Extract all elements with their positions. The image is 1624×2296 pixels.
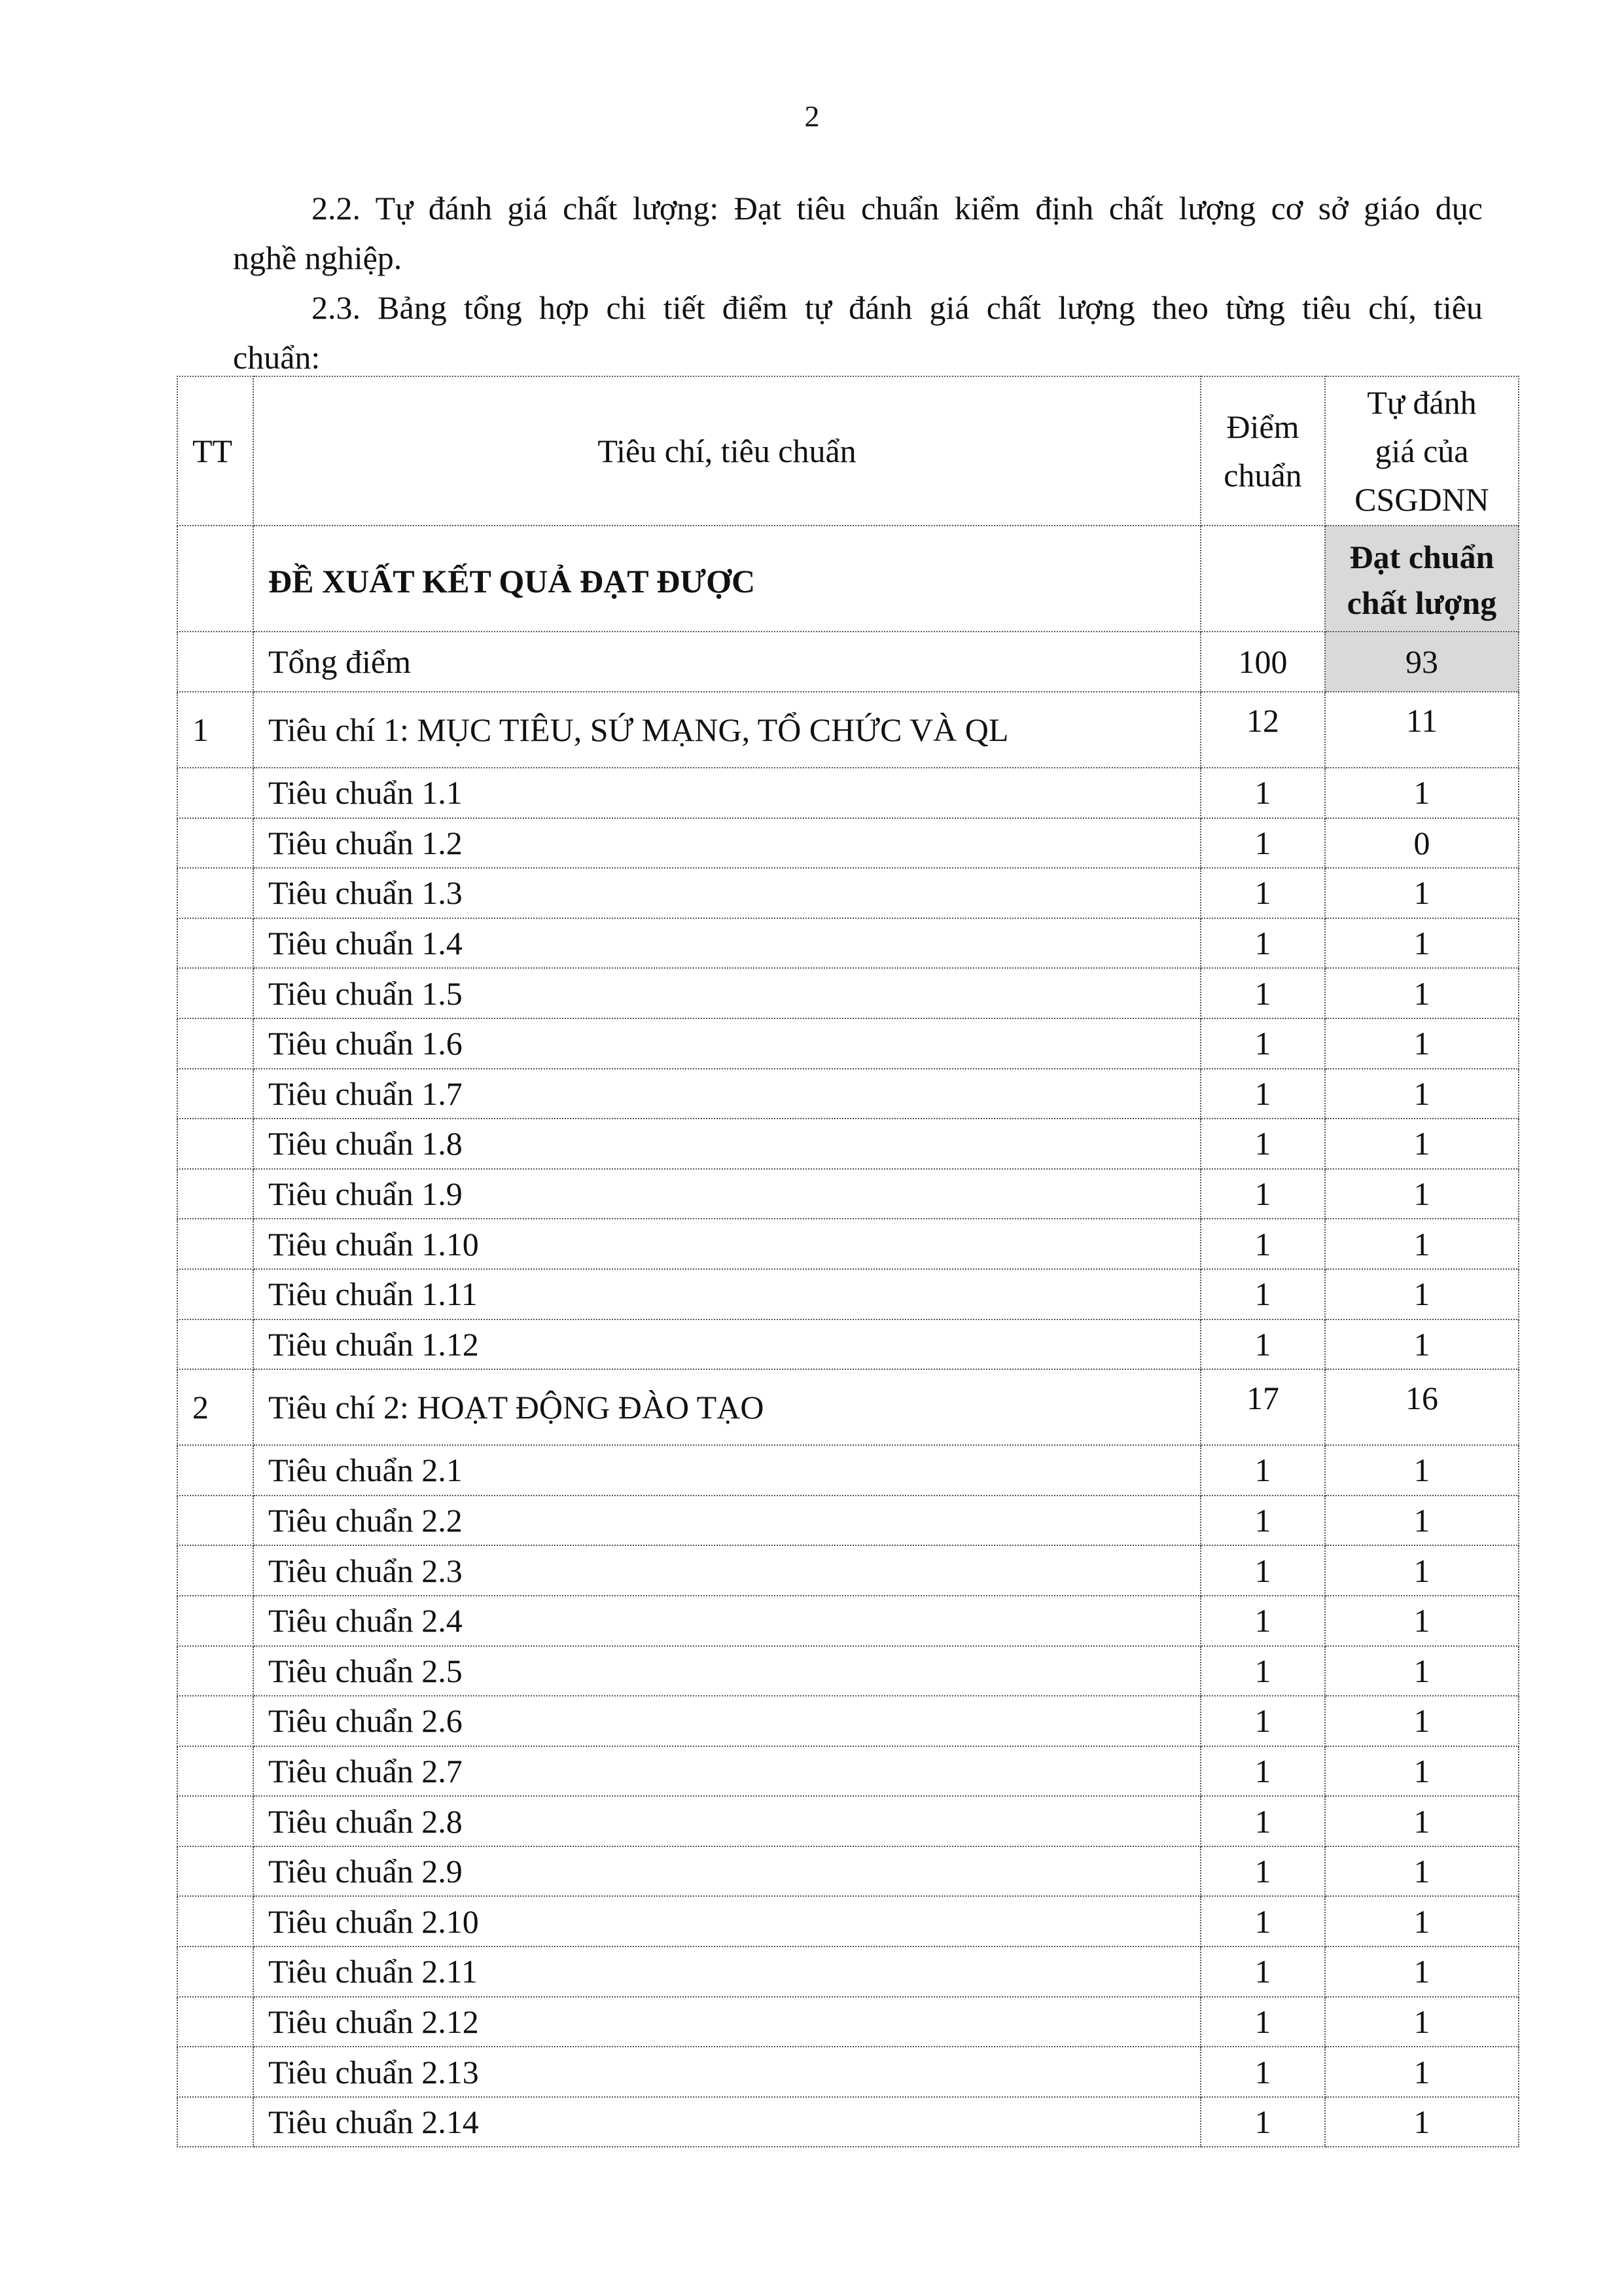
standard-points: 1 [1201,1445,1325,1496]
criterion-self: 16 [1325,1369,1519,1445]
proposal-value-line-2: chất lượng [1347,584,1497,621]
standard-self: 1 [1325,1696,1519,1746]
standard-points: 1 [1201,1896,1325,1946]
total-label: Tổng điểm [253,632,1201,692]
standard-self: 1 [1325,1018,1519,1069]
standard-label: Tiêu chuẩn 1.1 [253,768,1201,818]
standard-label: Tiêu chuẩn 1.12 [253,1319,1201,1370]
table-row [177,1846,1519,1897]
total-self: 93 [1325,632,1519,692]
standard-points: 1 [1201,1596,1325,1646]
standard-label: Tiêu chuẩn 1.5 [253,968,1201,1018]
standard-label: Tiêu chuẩn 2.1 [253,1445,1201,1496]
table-row [177,968,1519,1018]
standard-points: 1 [1201,2047,1325,2097]
table-row [177,2097,1519,2147]
table-row [177,1219,1519,1269]
standard-points: 1 [1201,1545,1325,1596]
standard-self: 1 [1325,918,1519,969]
table-row [177,868,1519,918]
table-row [177,1319,1519,1370]
table-row [177,818,1519,869]
total-standard: 100 [1201,632,1325,692]
header-tt: TT [177,376,253,526]
standard-label: Tiêu chuẩn 2.9 [253,1846,1201,1897]
standard-tt-cell [177,1269,253,1319]
standard-label: Tiêu chuẩn 1.2 [253,818,1201,869]
table-row [177,1896,1519,1946]
table-row [177,1018,1519,1069]
standard-label: Tiêu chuẩn 1.9 [253,1169,1201,1219]
standard-points: 1 [1201,1319,1325,1370]
standard-self: 0 [1325,818,1519,869]
standard-points: 1 [1201,1846,1325,1897]
standard-label: Tiêu chuẩn 2.13 [253,2047,1201,2097]
standard-points: 1 [1201,1169,1325,1219]
standard-label: Tiêu chuẩn 2.5 [253,1646,1201,1696]
proposal-tt-cell [177,526,253,632]
intro-paragraph-1-line-2: nghề nghiệp. [233,240,402,276]
table-row [177,1746,1519,1797]
total-row [177,632,1519,692]
table-row [177,1169,1519,1219]
table-row [177,918,1519,969]
standard-label: Tiêu chuẩn 2.2 [253,1496,1201,1546]
table-row [177,1646,1519,1696]
standard-tt-cell [177,1746,253,1797]
intro-paragraph-2-line-2: chuẩn: [233,339,321,376]
header-standard-points-line-2: chuẩn [1224,457,1302,493]
standard-label: Tiêu chuẩn 2.11 [253,1946,1201,1997]
standard-tt-cell [177,1445,253,1496]
proposal-value [1325,526,1519,632]
standard-tt-cell [177,1896,253,1946]
criterion-self: 11 [1325,692,1519,768]
standard-label: Tiêu chuẩn 1.3 [253,868,1201,918]
standard-points: 1 [1201,818,1325,869]
standard-tt-cell [177,1119,253,1169]
standard-self: 1 [1325,1445,1519,1496]
standard-self: 1 [1325,868,1519,918]
table-row [177,1997,1519,2047]
standard-tt-cell [177,768,253,818]
standard-tt-cell [177,968,253,1018]
table-row [177,2047,1519,2097]
standard-self: 1 [1325,1119,1519,1169]
criterion-standard: 17 [1201,1369,1325,1445]
standard-tt-cell [177,1545,253,1596]
standard-self: 1 [1325,1846,1519,1897]
criterion-label: Tiêu chí 1: MỤC TIÊU, SỨ MẠNG, TỔ CHỨC VÀ QL [253,692,1201,768]
intro-paragraph-quality-result [233,183,1483,283]
criterion-row [177,1369,1519,1445]
score-table [177,376,1519,2147]
standard-self: 1 [1325,1997,1519,2047]
standard-points: 1 [1201,1119,1325,1169]
standard-label: Tiêu chuẩn 2.4 [253,1596,1201,1646]
criterion-label: Tiêu chí 2: HOẠT ĐỘNG ĐÀO TẠO [253,1369,1201,1445]
table-row [177,1445,1519,1496]
standard-label: Tiêu chuẩn 1.4 [253,918,1201,969]
standard-label: Tiêu chuẩn 1.8 [253,1119,1201,1169]
standard-points: 1 [1201,1646,1325,1696]
standard-self: 1 [1325,2097,1519,2147]
standard-points: 1 [1201,768,1325,818]
standard-self: 1 [1325,1946,1519,1997]
table-header-row [177,376,1519,526]
criterion-standard: 12 [1201,692,1325,768]
criterion-row [177,692,1519,768]
standard-self: 1 [1325,768,1519,818]
standard-self: 1 [1325,1596,1519,1646]
standard-tt-cell [177,868,253,918]
standard-points: 1 [1201,1219,1325,1269]
standard-self: 1 [1325,968,1519,1018]
header-self-assessment [1325,376,1519,526]
criterion-tt: 2 [177,1369,253,1445]
standard-self: 1 [1325,1069,1519,1119]
standard-label: Tiêu chuẩn 2.12 [253,1997,1201,2047]
standard-label: Tiêu chuẩn 2.10 [253,1896,1201,1946]
table-row [177,1269,1519,1319]
standard-label: Tiêu chuẩn 2.3 [253,1545,1201,1596]
total-tt-cell [177,632,253,692]
standard-tt-cell [177,818,253,869]
standard-points: 1 [1201,1269,1325,1319]
standard-points: 1 [1201,1069,1325,1119]
standard-self: 1 [1325,1545,1519,1596]
table-row [177,1946,1519,1997]
proposal-value-line-1: Đạt chuẩn [1349,539,1494,575]
standard-tt-cell [177,1496,253,1546]
standard-self: 1 [1325,1896,1519,1946]
standard-label: Tiêu chuẩn 2.6 [253,1696,1201,1746]
header-self-line-1: Tự đánh [1367,384,1477,421]
table-row [177,1545,1519,1596]
header-standard-points [1201,376,1325,526]
standard-points: 1 [1201,1018,1325,1069]
standard-label: Tiêu chuẩn 1.11 [253,1269,1201,1319]
intro-paragraph-1-line-1: 2.2. Tự đánh giá chất lượng: Đạt tiêu chuẩn kiểm định chất lượng cơ sở giáo dục [311,190,1483,226]
standard-self: 1 [1325,1169,1519,1219]
proposal-label: ĐỀ XUẤT KẾT QUẢ ĐẠT ĐƯỢC [253,526,1201,632]
standard-tt-cell [177,1018,253,1069]
standard-points: 1 [1201,1796,1325,1846]
standard-tt-cell [177,1069,253,1119]
standard-label: Tiêu chuẩn 1.7 [253,1069,1201,1119]
page-number: 2 [804,99,820,133]
standard-points: 1 [1201,1496,1325,1546]
intro-paragraph-table-caption [233,283,1483,382]
standard-points: 1 [1201,918,1325,969]
proposal-standard-cell [1201,526,1325,632]
standard-self: 1 [1325,1746,1519,1797]
standard-label: Tiêu chuẩn 2.14 [253,2097,1201,2147]
standard-self: 1 [1325,2047,1519,2097]
table-row [177,1796,1519,1846]
standard-tt-cell [177,1319,253,1370]
standard-self: 1 [1325,1269,1519,1319]
table-row [177,1119,1519,1169]
standard-tt-cell [177,1997,253,2047]
standard-tt-cell [177,1696,253,1746]
header-name: Tiêu chí, tiêu chuẩn [253,376,1201,526]
standard-self: 1 [1325,1796,1519,1846]
score-table-body [177,376,1519,2147]
standard-label: Tiêu chuẩn 1.10 [253,1219,1201,1269]
table-row [177,1696,1519,1746]
standard-points: 1 [1201,968,1325,1018]
standard-points: 1 [1201,1746,1325,1797]
table-row [177,1496,1519,1546]
standard-label: Tiêu chuẩn 1.6 [253,1018,1201,1069]
standard-label: Tiêu chuẩn 2.7 [253,1746,1201,1797]
standard-tt-cell [177,1646,253,1696]
standard-points: 1 [1201,2097,1325,2147]
header-standard-points-line-1: Điểm [1226,408,1299,445]
standard-self: 1 [1325,1219,1519,1269]
table-row [177,1069,1519,1119]
standard-tt-cell [177,1796,253,1846]
standard-tt-cell [177,2047,253,2097]
standard-tt-cell [177,2097,253,2147]
standard-tt-cell [177,1946,253,1997]
standard-points: 1 [1201,1696,1325,1746]
standard-points: 1 [1201,868,1325,918]
intro-paragraph-2-line-1: 2.3. Bảng tổng hợp chi tiết điểm tự đánh giá chất lượng theo từng tiêu chí, tiêu [311,289,1483,326]
table-row [177,768,1519,818]
table-row [177,1596,1519,1646]
standard-tt-cell [177,1219,253,1269]
standard-points: 1 [1201,1997,1325,2047]
standard-label: Tiêu chuẩn 2.8 [253,1796,1201,1846]
standard-tt-cell [177,1596,253,1646]
standard-tt-cell [177,918,253,969]
header-self-line-3: CSGDNN [1354,481,1489,518]
standard-self: 1 [1325,1319,1519,1370]
criterion-tt: 1 [177,692,253,768]
standard-tt-cell [177,1169,253,1219]
proposal-row [177,526,1519,632]
standard-self: 1 [1325,1496,1519,1546]
header-self-line-2: giá của [1375,433,1469,469]
standard-points: 1 [1201,1946,1325,1997]
standard-self: 1 [1325,1646,1519,1696]
standard-tt-cell [177,1846,253,1897]
